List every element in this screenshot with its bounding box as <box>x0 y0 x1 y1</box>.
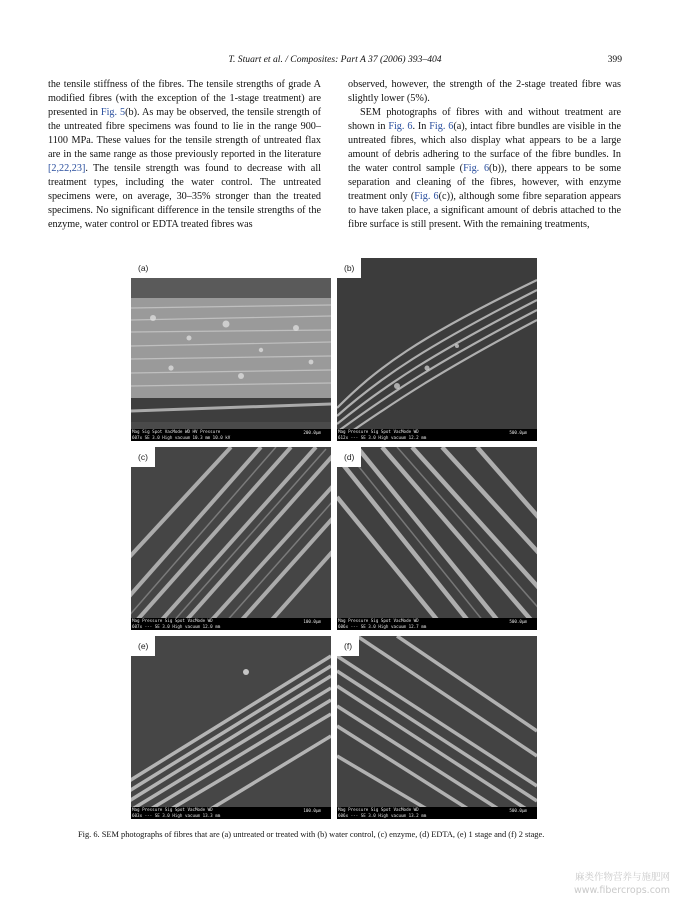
sem-image-e <box>131 636 331 819</box>
fig-6-link[interactable]: Fig. 6 <box>414 191 439 202</box>
sem-info-text: Mag Pressure Sig Spot VacMode WD <box>132 618 213 623</box>
watermark <box>574 871 670 897</box>
watermark-line: 麻类作物营养与施肥网 <box>574 872 670 883</box>
sem-panel-f <box>337 636 537 819</box>
citation-link[interactable]: [2,22,23] <box>48 163 86 174</box>
left-paragraph <box>48 78 321 232</box>
sem-info-bar <box>131 618 331 630</box>
sem-panel-b <box>337 258 537 441</box>
sem-image-b <box>337 258 537 441</box>
sem-panel-c <box>131 447 331 630</box>
sem-info-bar <box>337 429 537 441</box>
sem-panel-e <box>131 636 331 819</box>
sem-panel-d <box>337 447 537 630</box>
running-head-text: T. Stuart et al. / Composites: Part A 37 (2006) 393–404 <box>228 54 442 65</box>
fig-5-link[interactable]: Fig. 5 <box>100 107 126 118</box>
fig-6-link[interactable]: Fig. 6 <box>463 163 490 174</box>
right-paragraph-2 <box>348 106 621 232</box>
sem-info-text: Mag Sig Spot VacMode WD HV Pressure <box>132 429 221 434</box>
text-run: (c)), although some fibre separation appears to have taken place, a significant amount of debris attached to the fibre surface is still present. With the remaining treatments, <box>348 191 621 230</box>
panel-label: (e) <box>131 636 155 656</box>
sem-info-bar <box>131 429 331 441</box>
text-run: the tensile stiffness of the fibres. The tensile strengths of grade A modified fibres (with the exception of the 1-stage treatment) are presented in <box>48 79 321 118</box>
sem-info-bar <box>337 618 537 630</box>
text-run: (b). As may be observed, the tensile strength of the untreated fibre specimens was found to lie in the range 900–1100 MPa. These values for the tensile strength of untreated flax are in the same range as those previously reported in the literature <box>48 107 321 160</box>
fig-6-link[interactable]: Fig. 6 <box>429 121 454 132</box>
figure-6 <box>131 258 537 820</box>
sem-info-bar <box>337 807 537 819</box>
panel-label: (d) <box>337 447 361 467</box>
sem-info-text: 612x --- SE 3.0 High vacuum 12.2 mm <box>338 435 427 440</box>
sem-image-c <box>131 447 331 630</box>
text-run: . In <box>412 121 430 132</box>
sem-info-text: Mag Pressure Sig Spot VacMode WD <box>338 429 419 434</box>
left-column <box>48 78 321 232</box>
sem-info-text: Mag Pressure Sig Spot VacMode WD <box>132 807 213 812</box>
panel-label: (c) <box>131 447 155 467</box>
scale-bar-label: 200.0µm <box>303 430 321 435</box>
running-head <box>48 54 622 65</box>
scale-bar-label: 500.0µm <box>509 619 527 624</box>
sem-image-a <box>131 258 331 441</box>
sem-info-text: Mag Pressure Sig Spot VacMode WD <box>338 807 419 812</box>
figure-caption: Fig. 6. SEM photographs of fibres that are (a) untreated or treated with (b) water control, (c) enzyme, (d) EDTA, (e) 1 stage and (f) 2 stage. <box>78 830 545 839</box>
sem-info-text: Mag Pressure Sig Spot VacMode WD <box>338 618 419 623</box>
scale-bar-label: 500.0µm <box>509 808 527 813</box>
scale-bar-label: 100.0µm <box>303 619 321 624</box>
sem-info-text: 606x --- SE 3.0 High vacuum 12.7 mm <box>338 624 427 629</box>
sem-info-text: 606x --- SE 3.0 High vacuum 13.2 mm <box>338 813 427 818</box>
watermark-line: www.fibercrops.com <box>573 885 670 896</box>
fig-6-link[interactable]: Fig. 6 <box>388 121 413 132</box>
sem-image-f <box>337 636 537 819</box>
text-run: . The tensile strength was found to decrease with all treatment types, including the water control. The untreated specimens were, on average, 30–35% stronger than the treated specimens. No significant difference in the tensile strengths of the enzyme, water control or EDTA treated fibres was <box>48 163 321 230</box>
scale-bar-label: 500.0µm <box>509 430 527 435</box>
right-column <box>348 78 621 232</box>
sem-info-text: 607x SE 3.0 High vacuum 10.3 mm 10.0 kV <box>132 435 231 440</box>
panel-label: (a) <box>131 258 331 278</box>
scale-bar-label: 100.0µm <box>303 808 321 813</box>
panel-label: (f) <box>337 636 359 656</box>
sem-panel-a <box>131 258 331 441</box>
text-run: (a), intact fibre bundles are visible in the untreated fibres, which also display what appears to be a large amount of debris adhering to the surface of the fibre bundles. In the water control sample ( <box>348 121 621 174</box>
sem-info-bar <box>131 807 331 819</box>
sem-image-d <box>337 447 537 630</box>
panel-label: (b) <box>337 258 361 278</box>
sem-info-text: 603x --- SE 3.0 High vacuum 13.3 mm <box>132 813 221 818</box>
text-run: SEM photographs of fibres with and without treatment are shown in <box>348 107 621 132</box>
page-number: 399 <box>607 54 622 65</box>
sem-info-text: 607x --- SE 3.0 High vacuum 12.0 mm <box>132 624 221 629</box>
right-paragraph-1: observed, however, the strength of the 2-stage treated fibre was slightly lower (5%). <box>348 79 621 104</box>
text-run: (b)), there appears to be some separation and cleaning of the fibres, however, with enzyme treatment only ( <box>348 163 621 202</box>
